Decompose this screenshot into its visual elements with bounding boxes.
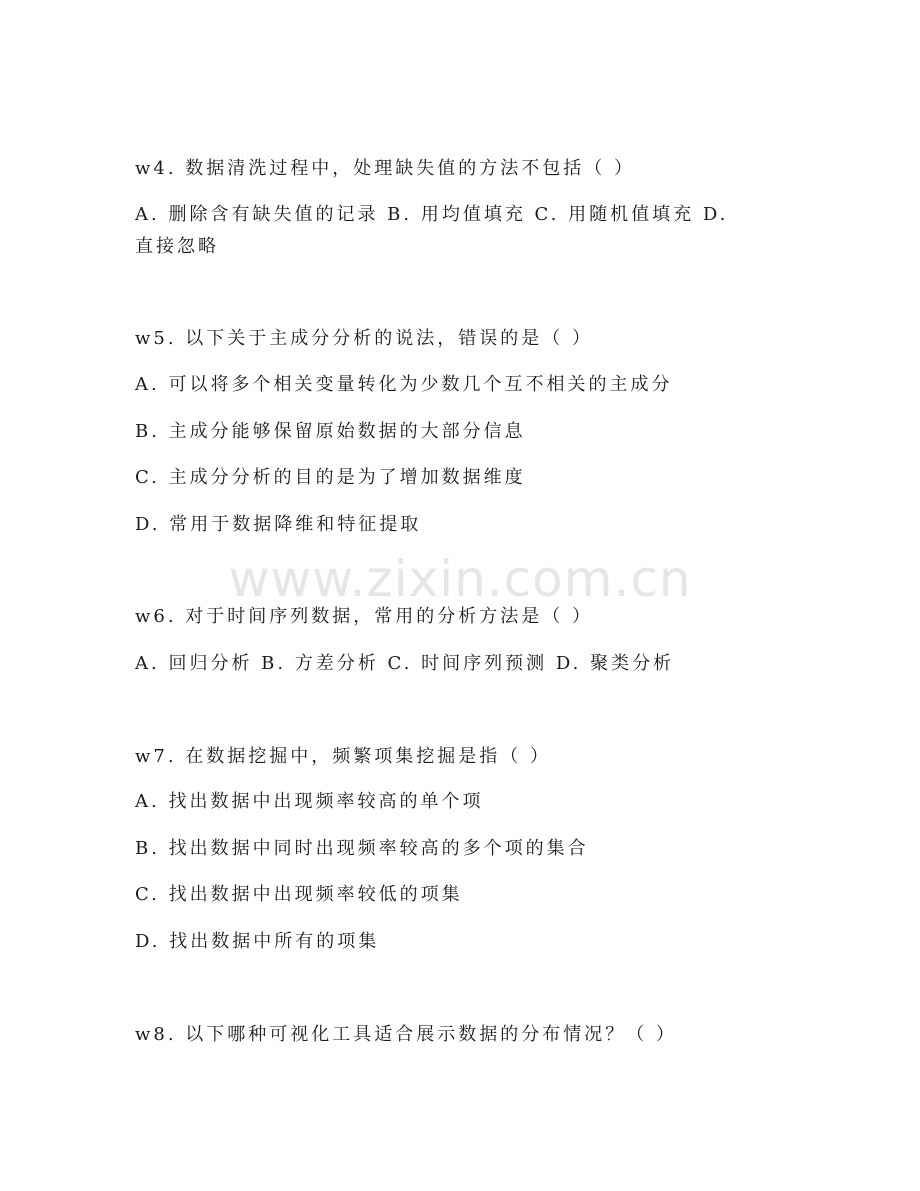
option-a: A. 可以将多个相关变量转化为少数几个互不相关的主成分 (135, 374, 673, 395)
question-stem: w4. 数据清洗过程中，处理缺失值的方法不包括（ ） (135, 158, 636, 179)
option-d: D. 常用于数据降维和特征提取 (135, 514, 422, 535)
option-b: B. 找出数据中同时出现频率较高的多个项的集合 (135, 838, 589, 859)
answer-options-continued: 直接忽略 (135, 236, 219, 257)
option-d: D. 找出数据中所有的项集 (135, 931, 380, 952)
question-stem: w8. 以下哪种可视化工具适合展示数据的分布情况？（ ） (135, 1024, 678, 1045)
option-c: C. 找出数据中出现频率较低的项集 (135, 884, 463, 905)
option-a: A. 找出数据中出现频率较高的单个项 (135, 791, 484, 812)
question-stem: w7. 在数据挖掘中，频繁项集挖掘是指（ ） (135, 746, 552, 767)
option-c: C. 主成分分析的目的是为了增加数据维度 (135, 467, 526, 488)
question-stem: w5. 以下关于主成分分析的说法，错误的是（ ） (135, 328, 594, 349)
answer-options: A. 删除含有缺失值的记录 B. 用均值填充 C. 用随机值填充 D. (135, 204, 729, 225)
watermark: www.zixin.com.cn (228, 550, 692, 608)
option-b: B. 主成分能够保留原始数据的大部分信息 (135, 421, 526, 442)
answer-options: A. 回归分析 B. 方差分析 C. 时间序列预测 D. 聚类分析 (135, 653, 675, 674)
question-stem: w6. 对于时间序列数据，常用的分析方法是（ ） (135, 606, 594, 627)
